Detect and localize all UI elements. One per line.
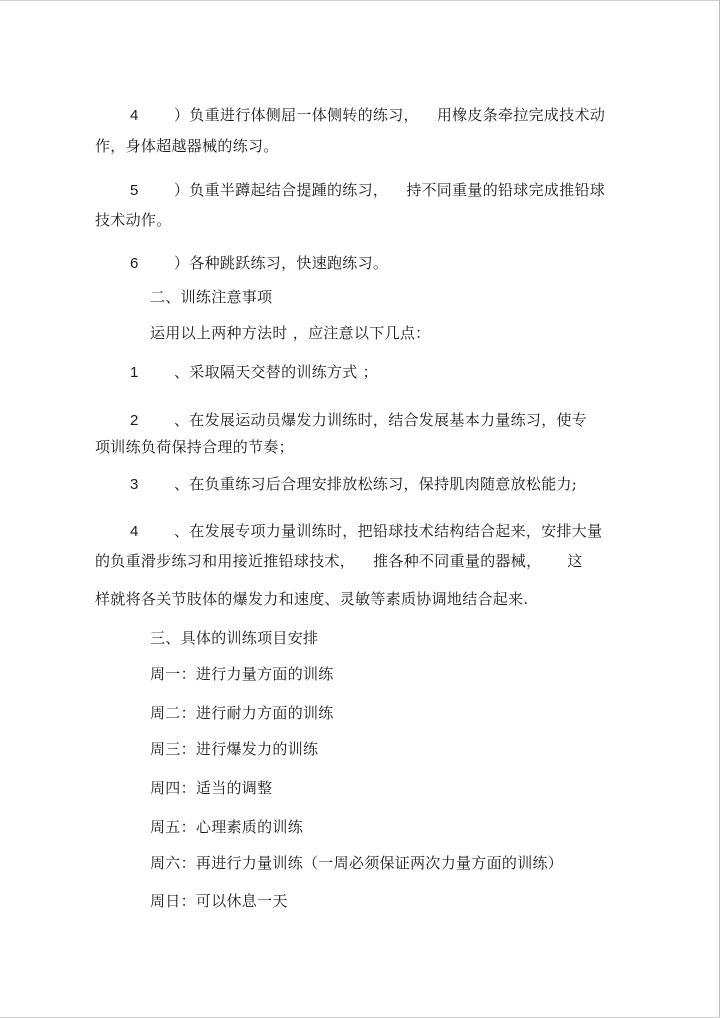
item-text: ）负重进行体侧屈一体侧转的练习， — [174, 106, 419, 124]
item-number: 4 — [130, 107, 139, 124]
item-4-line-2: 作，身体超越器械的练习。 — [95, 137, 279, 155]
point-4-line-2 — [95, 551, 583, 571]
point-text-b: 推各种不同重量的器械， — [373, 552, 542, 570]
section-heading-2: 二、训练注意事项 — [150, 288, 273, 306]
schedule-item-fri: 周五：心理素质的训练 — [150, 818, 304, 836]
point-text: 、在发展专项力量训练时，把铅球技术结构结合起来，安排大量 — [174, 522, 603, 540]
point-2-line-2: 项训练负荷保持合理的节奏； — [95, 438, 294, 456]
point-number: 4 — [130, 523, 139, 540]
item-text-cont: 持不同重量的铅球完成推铅球 — [406, 181, 606, 199]
point-number: 2 — [130, 412, 139, 429]
point-number: 3 — [130, 476, 139, 493]
point-text: 、采取隔天交替的训练方式 ； — [174, 363, 378, 381]
item-text-cont: 用橡皮条牵拉完成技术动 — [436, 106, 606, 124]
schedule-item-sat: 周六：再进行力量训练（一周必须保证两次力量方面的训练） — [150, 854, 564, 872]
point-2-line-1 — [130, 410, 587, 431]
section-heading-3: 三、具体的训练项目安排 — [150, 629, 319, 647]
item-number: 5 — [130, 182, 139, 199]
item-5-line-2: 技术动作。 — [95, 211, 172, 229]
point-1-line-1 — [130, 362, 378, 383]
item-text: ）负重半蹲起结合提踵的练习， — [174, 181, 389, 199]
point-text: 、在负重练习后合理安排放松练习，保持肌肉随意放松能力; — [174, 475, 578, 493]
section-2-intro: 运用以上两种方法时 ，应注意以下几点： — [150, 324, 431, 342]
point-number: 1 — [130, 364, 139, 381]
schedule-item-thu: 周四：适当的调整 — [150, 779, 273, 797]
schedule-item-mon: 周一：进行力量方面的训练 — [150, 665, 334, 683]
point-text-a: 的负重滑步练习和用接近推铅球技术， — [95, 552, 356, 570]
item-4-line-1 — [130, 105, 605, 126]
point-text-c: 这 — [567, 552, 583, 570]
schedule-item-sun: 周日：可以休息一天 — [150, 892, 288, 910]
point-4-line-3: 样就将各关节肢体的爆发力和速度、灵敏等素质协调地结合起来. — [95, 590, 529, 608]
item-number: 6 — [130, 255, 139, 272]
item-text: ）各种跳跃练习，快速跑练习。 — [174, 254, 389, 272]
item-5-line-1 — [130, 180, 605, 201]
point-text: 、在发展运动员爆发力训练时，结合发展基本力量练习，使专 — [174, 411, 588, 429]
schedule-item-tue: 周二：进行耐力方面的训练 — [150, 704, 334, 722]
page-edge-top — [0, 0, 720, 1]
point-3-line-1 — [130, 474, 577, 495]
point-4-line-1 — [130, 521, 602, 542]
schedule-item-wed: 周三：进行爆发力的训练 — [150, 740, 319, 758]
item-6-line-1 — [130, 253, 388, 274]
